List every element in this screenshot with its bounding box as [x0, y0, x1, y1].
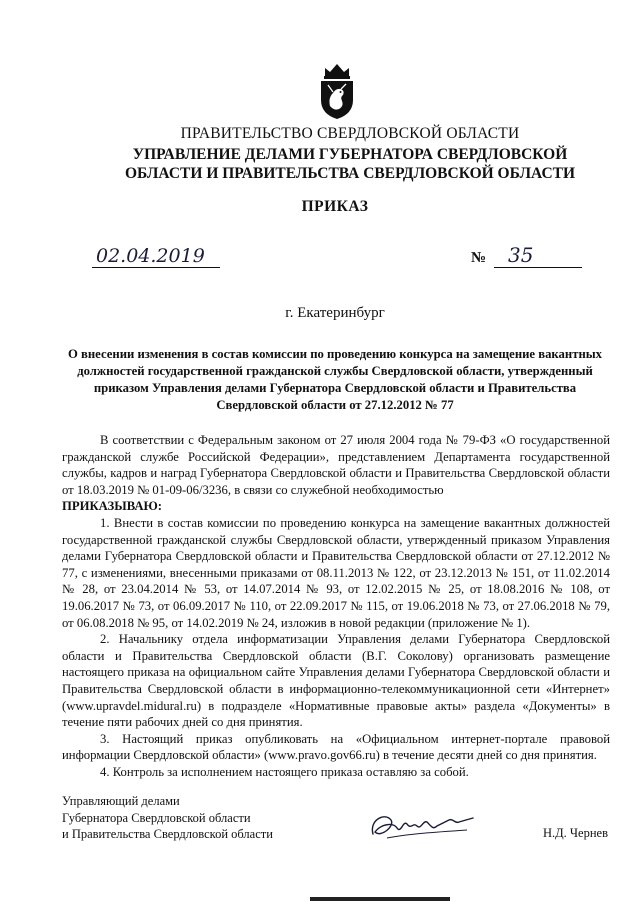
signatory-title-line2: Губернатора Свердловской области [62, 810, 251, 825]
order-item-4: 4. Контроль за исполнением настоящего приказа оставляю за собой. [100, 764, 469, 779]
handwritten-signature [367, 808, 477, 842]
government-name: ПРАВИТЕЛЬСТВО СВЕРДЛОВСКОЙ ОБЛАСТИ [180, 125, 520, 142]
department-name-line1: УПРАВЛЕНИЕ ДЕЛАМИ ГУБЕРНАТОРА СВЕРДЛОВСКОЙ [132, 146, 568, 163]
scan-edge-mark [310, 897, 450, 901]
handwritten-date: 02.04.2019 [96, 245, 205, 267]
signatory-title [62, 793, 273, 843]
order-item-2: 2. Начальнику отдела информатизации Управления делами Губернатора Свердловской области и Правительства Свердловской области (В.Г. Соколову) организовать размещение настоящего приказа на официальном сайте Управления делами Губернатора Свердловской области и Правительства Свердловской области в информационно-телекоммуникационной сети «Интернет» (www.upravdel.midural.ru) в подразделе «Нормативные правовые акты» раздела «Документы» в течение пяти рабочих дней со дня принятия. [62, 632, 610, 730]
preamble-paragraph: В соответствии с Федеральным законом от 27 июля 2004 года № 79-ФЗ «О государственной гражданской службе Российской Федерации», представлением Департамента государственной службы, кадров и наград Губернатора Свердловской области и Правительства Свердловской области от 18.03.2019 № 01-09-06/3236, в связи со служебной необходимостью [62, 433, 610, 497]
order-item-1: 1. Внести в состав комиссии по проведению конкурса на замещение вакантных должностей государственной гражданской службы Свердловской области, утвержденный приказом Управления делами Губернатора Свердловской области и Правительства Свердловской области от 27.12.2012 № 77, с изменениями, внесенными приказами от 08.11.2013 № 122, от 23.12.2013 № 151, от 11.02.2014 № 28, от 23.04.2014 № 53, от 14.07.2014 № 93, от 12.02.2015 № 25, от 18.08.2016 № 108, от 19.06.2017 № 73, от 06.09.2017 № 110, от 22.09.2017 № 115, от 19.06.2018 № 73, от 27.06.2018 № 79, от 06.08.2018 № 95, от 14.02.2019 № 24, изложив в новой редакции (приложение № 1). [62, 515, 610, 630]
number-field [494, 245, 582, 268]
order-item-3: 3. Настоящий приказ опубликовать на «Официальном интернет-портале правовой информации Свердловской области» (www.pravo.gov66.ru) в течение десяти дней со дня принятия. [62, 731, 610, 763]
date-field [92, 245, 220, 268]
document-subject: О внесении изменения в состав комиссии по проведению конкурса на замещение вакантных должностей государственной гражданской службы Свердловской области, утвержденный приказом Управления делами Губернатора Свердловской области и Правительства Свердловской области от 27.12.2012 № 77 [67, 347, 602, 412]
signatory-name: Н.Д. Чернев [543, 826, 608, 840]
number-label: № [471, 250, 487, 266]
city-line: г. Екатеринбург [285, 305, 385, 321]
coat-of-arms-icon [316, 62, 358, 120]
document-body [62, 432, 610, 780]
department-name [0, 145, 635, 183]
signatory-title-line3: и Правительства Свердловской области [62, 827, 273, 841]
department-name-line2: ОБЛАСТИ И ПРАВИТЕЛЬСТВА СВЕРДЛОВСКОЙ ОБЛАСТИ [124, 165, 576, 182]
handwritten-number: 35 [508, 243, 534, 267]
order-keyword: ПРИКАЗЫВАЮ: [62, 499, 163, 514]
document-type: ПРИКАЗ [301, 198, 369, 215]
signatory-title-line1: Управляющий делами [62, 794, 180, 808]
